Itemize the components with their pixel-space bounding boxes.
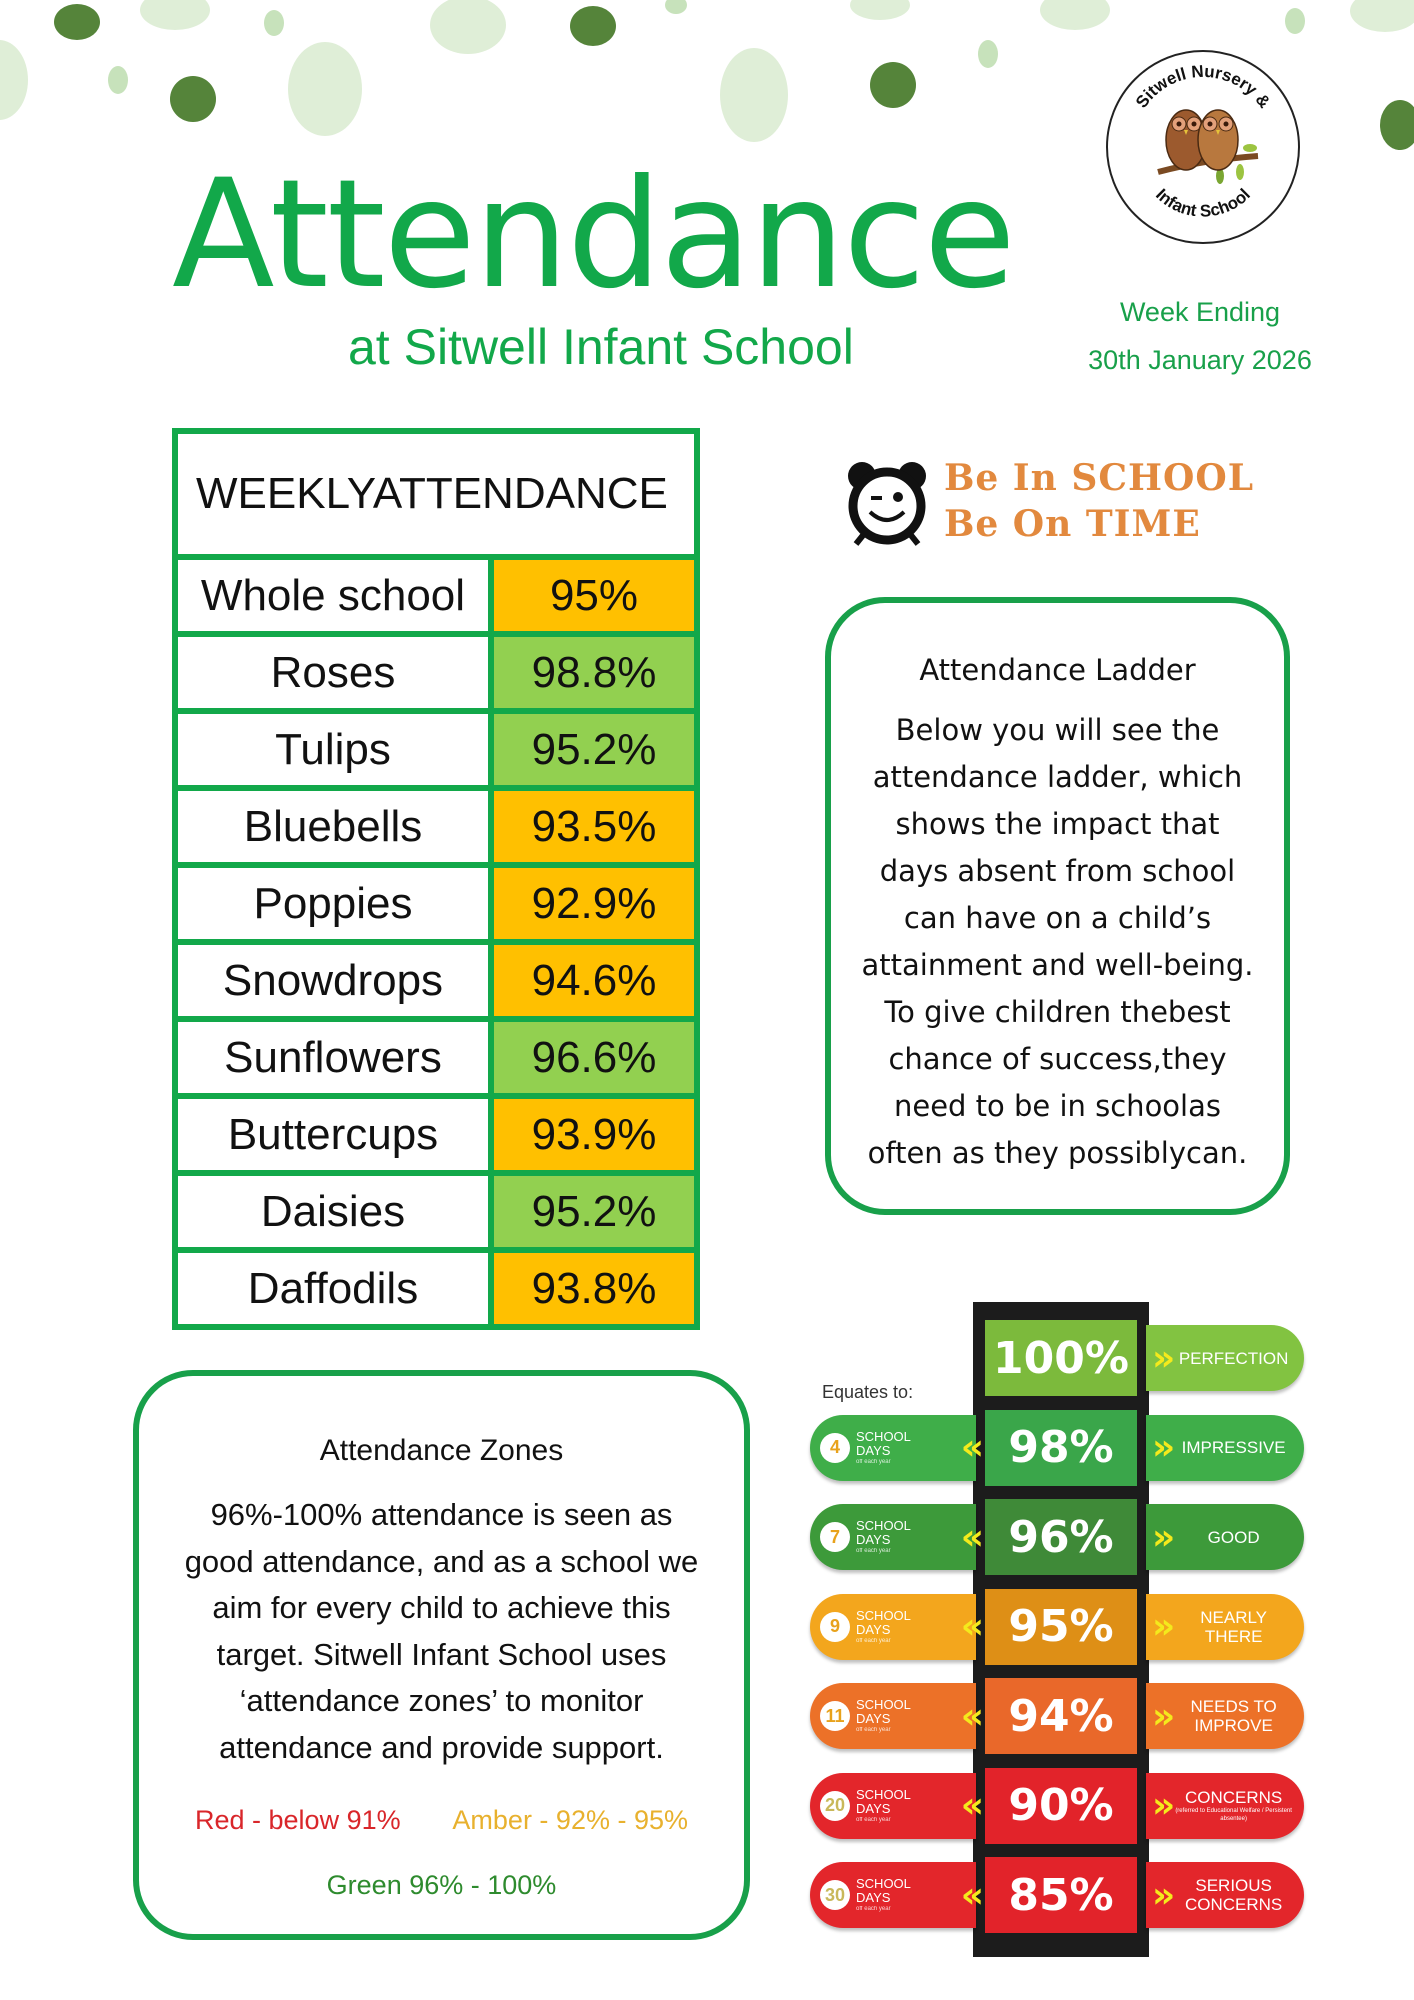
chevrons-left-icon: « [960, 1427, 970, 1468]
table-row [178, 791, 694, 862]
days-text: SCHOOL DAYS off each year [856, 1697, 911, 1733]
attendance-value: 92.9% [494, 868, 694, 939]
equates-label: Equates to: [822, 1382, 914, 1402]
days-count: 30 [820, 1880, 850, 1910]
days-count: 4 [820, 1433, 850, 1463]
attendance-value: 95% [494, 560, 694, 631]
weekly-attendance-table [172, 428, 700, 1330]
class-name: Buttercups [178, 1099, 488, 1170]
class-name: Sunflowers [178, 1022, 488, 1093]
attendance-value: 98.8% [494, 637, 694, 708]
status-pill [1146, 1594, 1304, 1660]
status-label: NEEDS TO IMPROVE [1190, 1697, 1277, 1735]
status-label: GOOD [1207, 1527, 1260, 1547]
table-row [178, 1176, 694, 1247]
chevrons-right-icon: » [1152, 1606, 1162, 1647]
ladder-step-percent: 95% [985, 1589, 1137, 1665]
zones-body: 96%-100% attendance is seen as good attendance, and as a school we aim for every child to achieve this target. Sitwell Infant School uses ‘attendance zones’ to monitor attendance and provide support. [184, 1497, 699, 1765]
attendance-ladder-graphic [770, 1290, 1330, 1960]
attendance-value: 93.9% [494, 1099, 694, 1170]
class-name: Poppies [178, 868, 488, 939]
svg-text:Infant School: Infant School [1151, 185, 1255, 221]
chevrons-left-icon: « [960, 1695, 970, 1737]
table-row [178, 714, 694, 785]
days-text: SCHOOL DAYS off each year [856, 1786, 911, 1823]
table-row [178, 945, 694, 1016]
status-pill [1146, 1773, 1304, 1839]
chevrons-right-icon: » [1152, 1695, 1162, 1737]
days-off-pill [810, 1415, 976, 1481]
class-name: Whole school [178, 560, 488, 631]
class-name: Snowdrops [178, 945, 488, 1016]
days-text: SCHOOL DAYS off each year [856, 1428, 911, 1465]
class-name: Daffodils [178, 1253, 488, 1324]
days-text: SCHOOL DAYS off each year [856, 1876, 911, 1912]
days-text: SCHOOL DAYS off each year [856, 1518, 911, 1554]
attendance-value: 93.8% [494, 1253, 694, 1324]
zones-legend [175, 1805, 708, 1836]
days-off-pill [810, 1862, 976, 1928]
class-name: Tulips [178, 714, 488, 785]
table-row [178, 1253, 694, 1324]
status-pill [1146, 1683, 1304, 1749]
ladder-step-percent: 100% [985, 1320, 1137, 1396]
page-title: Attendance [172, 148, 1014, 322]
status-label: IMPRESSIVE [1181, 1438, 1286, 1457]
days-text: SCHOOL DAYS off each year [856, 1607, 911, 1644]
days-off-pill [810, 1773, 976, 1839]
class-name: Daisies [178, 1176, 488, 1247]
status-pill [1146, 1504, 1304, 1570]
table-row [178, 1099, 694, 1170]
chevrons-right-icon: » [1152, 1337, 1162, 1379]
chevrons-left-icon: « [960, 1874, 970, 1916]
attendance-zones-box [133, 1370, 750, 1940]
days-off-pill [810, 1683, 976, 1749]
ladder-step-percent: 90% [985, 1768, 1137, 1844]
attendance-value: 94.6% [494, 945, 694, 1016]
table-row [178, 560, 694, 631]
chevrons-left-icon: « [960, 1785, 970, 1826]
chevrons-right-icon: » [1152, 1785, 1162, 1826]
table-row [178, 1022, 694, 1093]
week-ending [1080, 288, 1320, 384]
status-pill [1146, 1862, 1304, 1928]
banner-line-2: Be On TIME [943, 503, 1201, 545]
school-logo [1106, 50, 1300, 244]
be-in-school-banner [828, 428, 1268, 574]
banner-line-1: Be In SCHOOL [943, 457, 1255, 499]
days-count: 9 [820, 1612, 850, 1642]
winking-alarm-clock-icon [842, 456, 932, 546]
zone-red-label: Red - below 91% [195, 1805, 401, 1835]
owls-on-branch-icon [1108, 52, 1298, 242]
days-count: 11 [820, 1701, 850, 1731]
zones-heading: Attendance Zones [319, 1434, 564, 1467]
class-name: Roses [178, 637, 488, 708]
chevrons-right-icon: » [1152, 1427, 1162, 1468]
zone-green-label: Green 96% - 100% [326, 1870, 557, 1900]
ladder-heading: Attendance Ladder [919, 653, 1196, 687]
table-row [178, 868, 694, 939]
days-count: 7 [820, 1522, 850, 1552]
week-ending-date: 30th January 2026 [1088, 345, 1312, 375]
attendance-value: 95.2% [494, 1176, 694, 1247]
status-label: PERFECTION [1178, 1348, 1289, 1368]
days-off-pill [810, 1594, 976, 1660]
status-pill [1146, 1415, 1304, 1481]
attendance-value: 96.6% [494, 1022, 694, 1093]
zone-amber-label: Amber - 92% - 95% [452, 1805, 688, 1835]
ladder-step-percent: 98% [985, 1410, 1137, 1486]
page-subtitle: at Sitwell Infant School [348, 319, 854, 375]
svg-text:Sitwell Nursery &: Sitwell Nursery & [1131, 61, 1275, 112]
attendance-value: 93.5% [494, 791, 694, 862]
ladder-body: Below you will see the attendance ladder, which shows the impact that days absent from school can have on a child’s attainment and well-being. To give children thebest chance of success,they need to be in schoolas often as they possiblycan. [861, 713, 1254, 1170]
chevrons-right-icon: » [1152, 1874, 1162, 1916]
class-name: Bluebells [178, 791, 488, 862]
chevrons-right-icon: » [1152, 1516, 1162, 1558]
days-count: 20 [820, 1791, 850, 1821]
attendance-ladder-box [825, 597, 1290, 1215]
days-off-pill [810, 1504, 976, 1570]
status-label: NEARLY THERE [1200, 1607, 1268, 1646]
ladder-step-percent: 94% [985, 1678, 1137, 1754]
attendance-value: 95.2% [494, 714, 694, 785]
table-row [178, 637, 694, 708]
table-heading: WEEKLYATTENDANCE [178, 434, 694, 554]
chevrons-left-icon: « [960, 1606, 970, 1647]
ladder-step-percent: 85% [985, 1857, 1137, 1933]
chevrons-left-icon: « [960, 1516, 970, 1558]
ladder-step-percent: 96% [985, 1499, 1137, 1575]
status-pill [1146, 1325, 1304, 1391]
week-ending-label: Week Ending [1119, 297, 1281, 327]
status-label: SERIOUS CONCERNS [1184, 1876, 1283, 1914]
status-label: CONCERNS (referred to Educational Welfare / Persistent absentee) [1175, 1788, 1292, 1822]
